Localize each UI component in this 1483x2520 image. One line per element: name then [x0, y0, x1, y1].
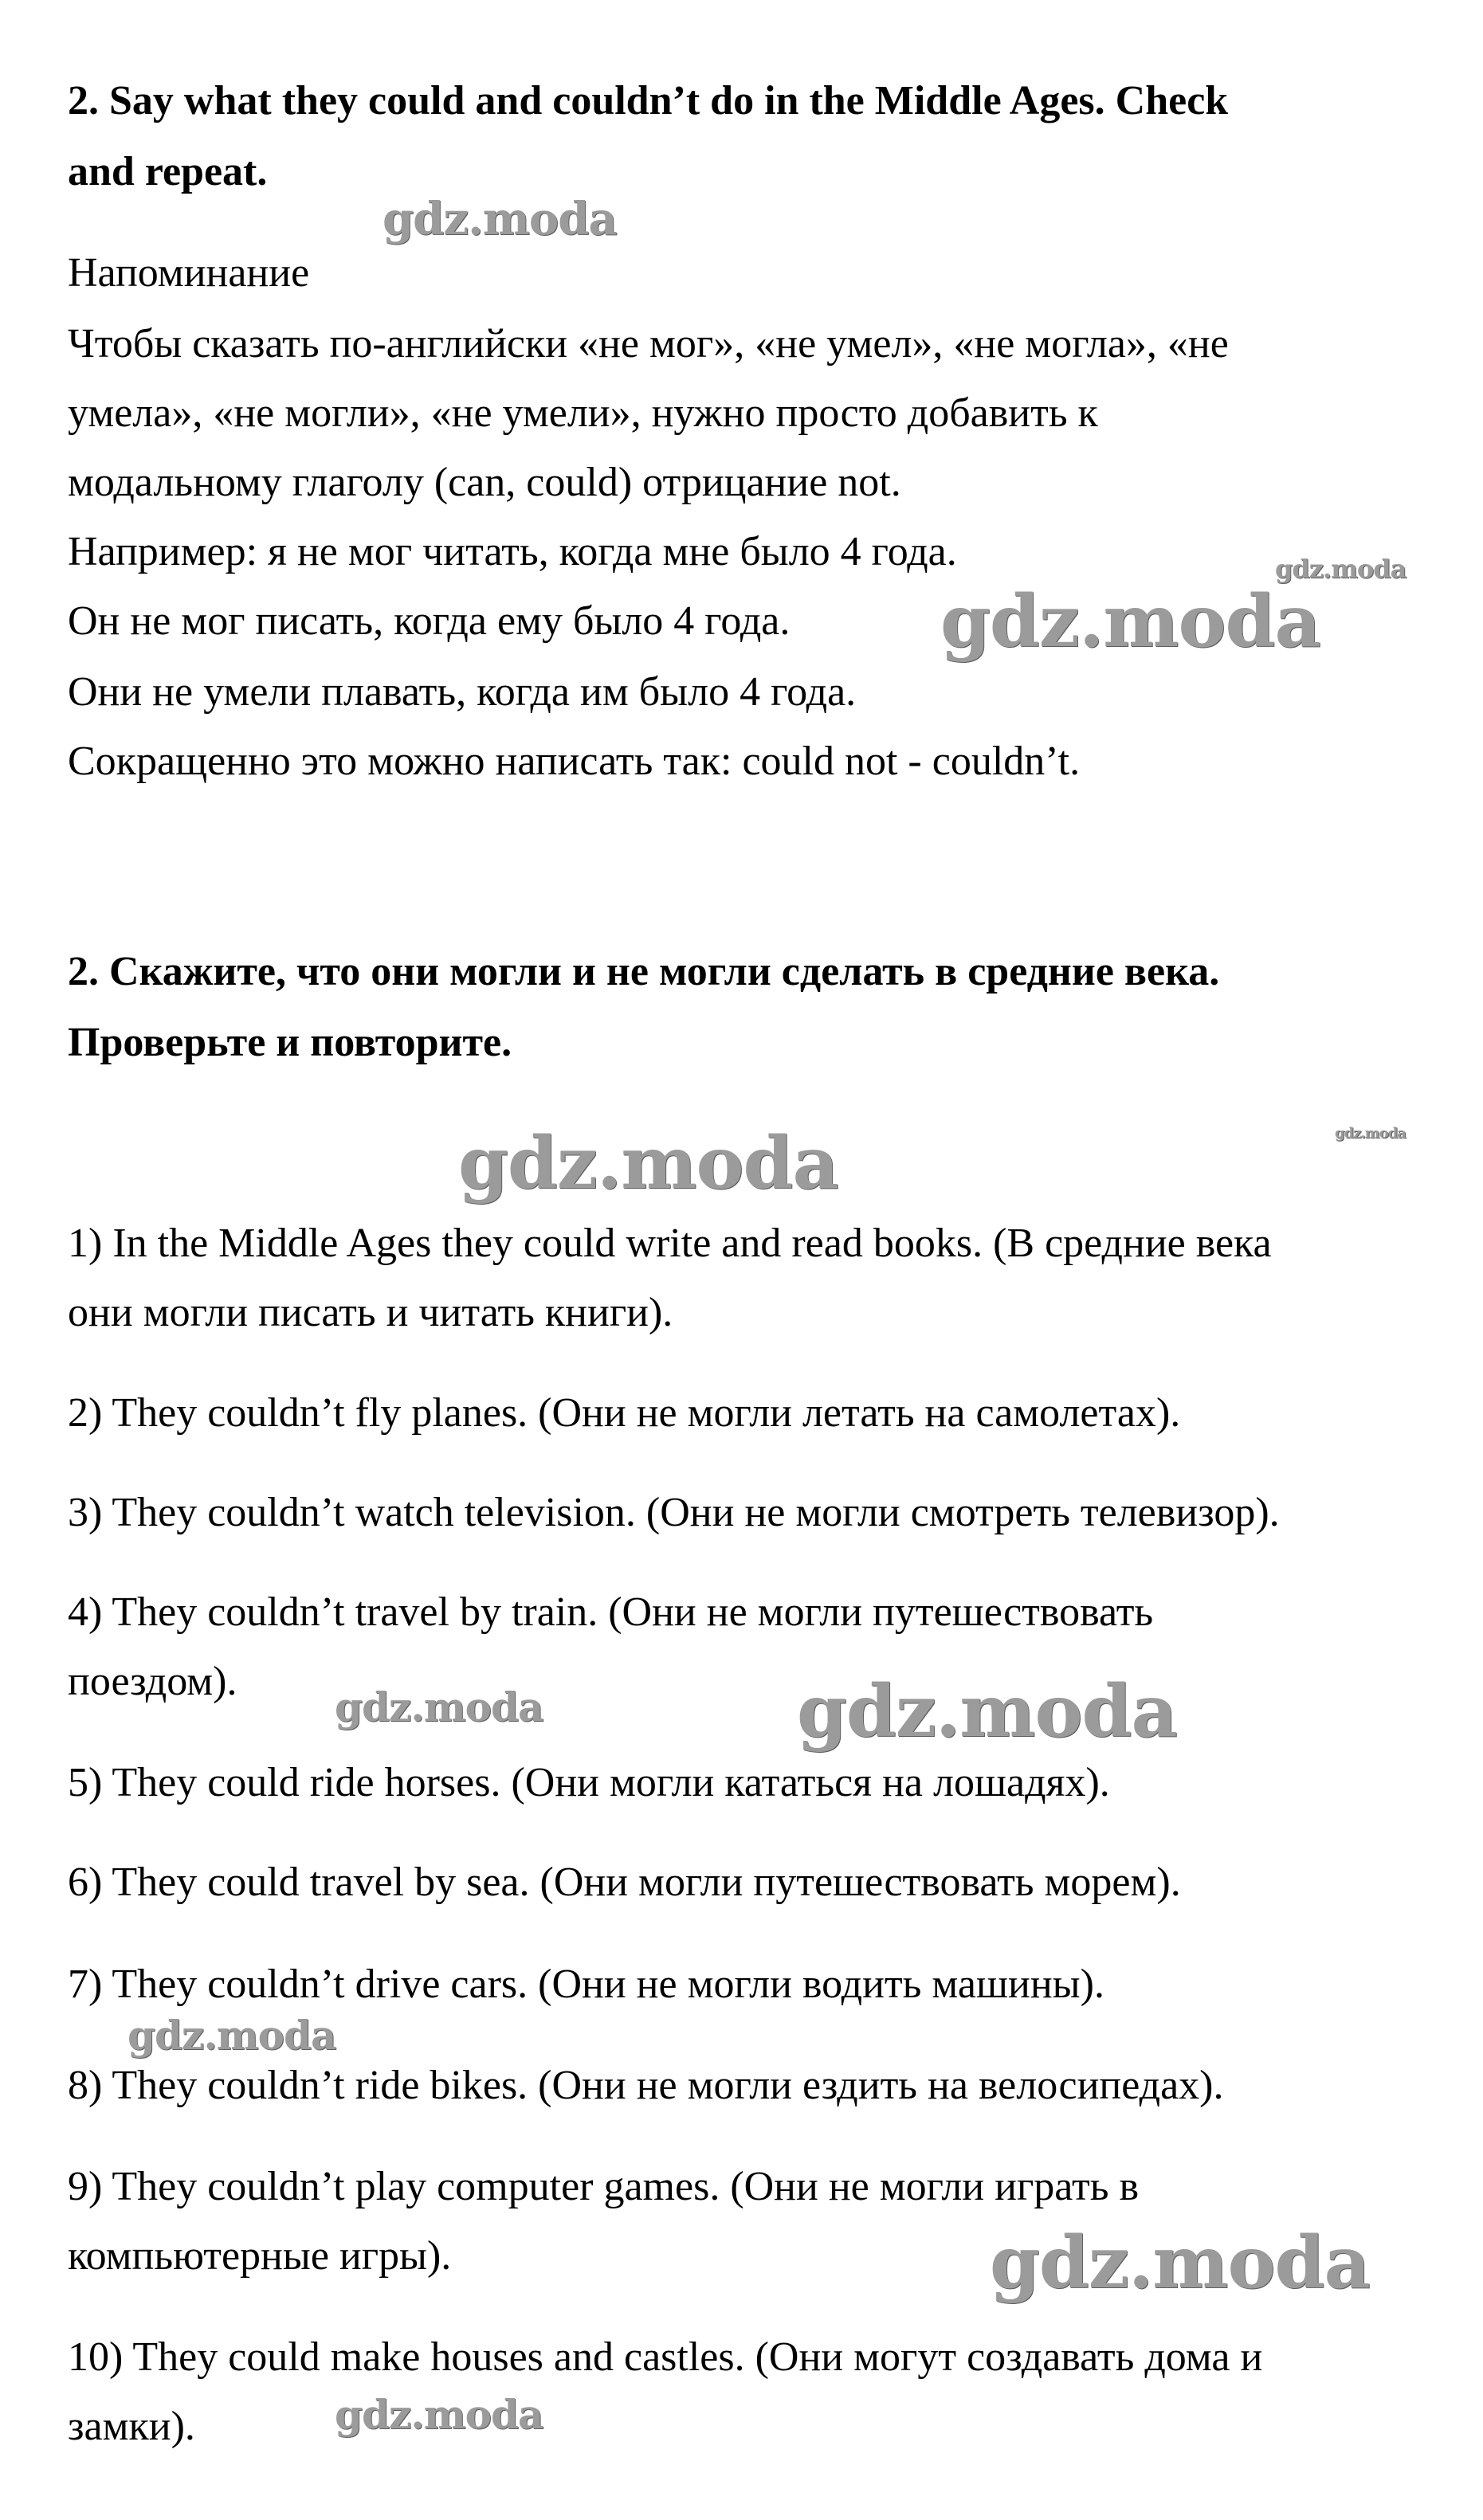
reminder-line: Чтобы сказать по-английски «не мог», «не умел», «не могла», «не — [68, 321, 1229, 366]
title-line: and repeat. — [68, 149, 268, 194]
reminder-heading: Напоминание — [68, 250, 310, 296]
watermark: gdz.moda — [458, 1121, 838, 1205]
watermark: gdz.moda — [1335, 1125, 1406, 1142]
watermark: gdz.moda — [335, 2391, 543, 2438]
answer-line: 8) They couldn’t ride bikes. (Они не могли ездить на велосипедах). — [68, 2063, 1224, 2108]
answer-line: 9) They couldn’t play computer games. (Они не могли играть в — [68, 2164, 1140, 2209]
reminder-line: Они не умели плавать, когда им было 4 года. — [68, 669, 857, 715]
watermark: gdz.moda — [383, 193, 617, 245]
answer-line: 5) They could ride horses. (Они могли кататься на лошадях). — [68, 1760, 1110, 1805]
reminder-line: умела», «не могли», «не умели», нужно просто добавить к — [68, 390, 1098, 436]
watermark: gdz.moda — [128, 2012, 336, 2059]
title-line: 2. Скажите, что они могли и не могли сделать в средние века. — [68, 949, 1220, 994]
watermark: gdz.moda — [1275, 554, 1406, 584]
watermark: gdz.moda — [335, 1683, 543, 1730]
answer-line: 10) They could make houses and castles. (Они могут создавать дома и — [68, 2334, 1263, 2380]
watermark: gdz.moda — [797, 1669, 1177, 1754]
answer-line: поездом). — [68, 1659, 237, 1704]
watermark: gdz.moda — [940, 579, 1320, 664]
title-line: 2. Say what they could and couldn’t do in the Middle Ages. Check — [68, 78, 1229, 123]
reminder-line: Сокращенно это можно написать так: could not - couldn’t. — [68, 739, 1081, 784]
answer-line: 2) They couldn’t fly planes. (Они не могли летать на самолетах). — [68, 1390, 1181, 1436]
answer-line: 6) They could travel by sea. (Они могли путешествовать морем). — [68, 1860, 1181, 1905]
title-line: Проверьте и повторите. — [68, 1020, 512, 1065]
answer-line: 1) In the Middle Ages they could write and read books. (В средние века — [68, 1221, 1272, 1266]
watermark: gdz.moda — [990, 2220, 1370, 2305]
answer-line: 3) They couldn’t watch television. (Они не могли смотреть телевизор). — [68, 1490, 1280, 1535]
reminder-line: модальному глаголу (can, could) отрицание not. — [68, 460, 901, 505]
answer-line: они могли писать и читать книги). — [68, 1290, 673, 1335]
answer-line: 7) They couldn’t drive cars. (Они не могли водить машины). — [68, 1962, 1104, 2007]
answer-line: 4) They couldn’t travel by train. (Они не могли путешествовать — [68, 1589, 1154, 1635]
reminder-line: Например: я не мог читать, когда мне было 4 года. — [68, 529, 957, 574]
answer-line: замки). — [68, 2404, 195, 2449]
reminder-line: Он не мог писать, когда ему было 4 года. — [68, 598, 791, 644]
answer-line: компьютерные игры). — [68, 2233, 452, 2279]
